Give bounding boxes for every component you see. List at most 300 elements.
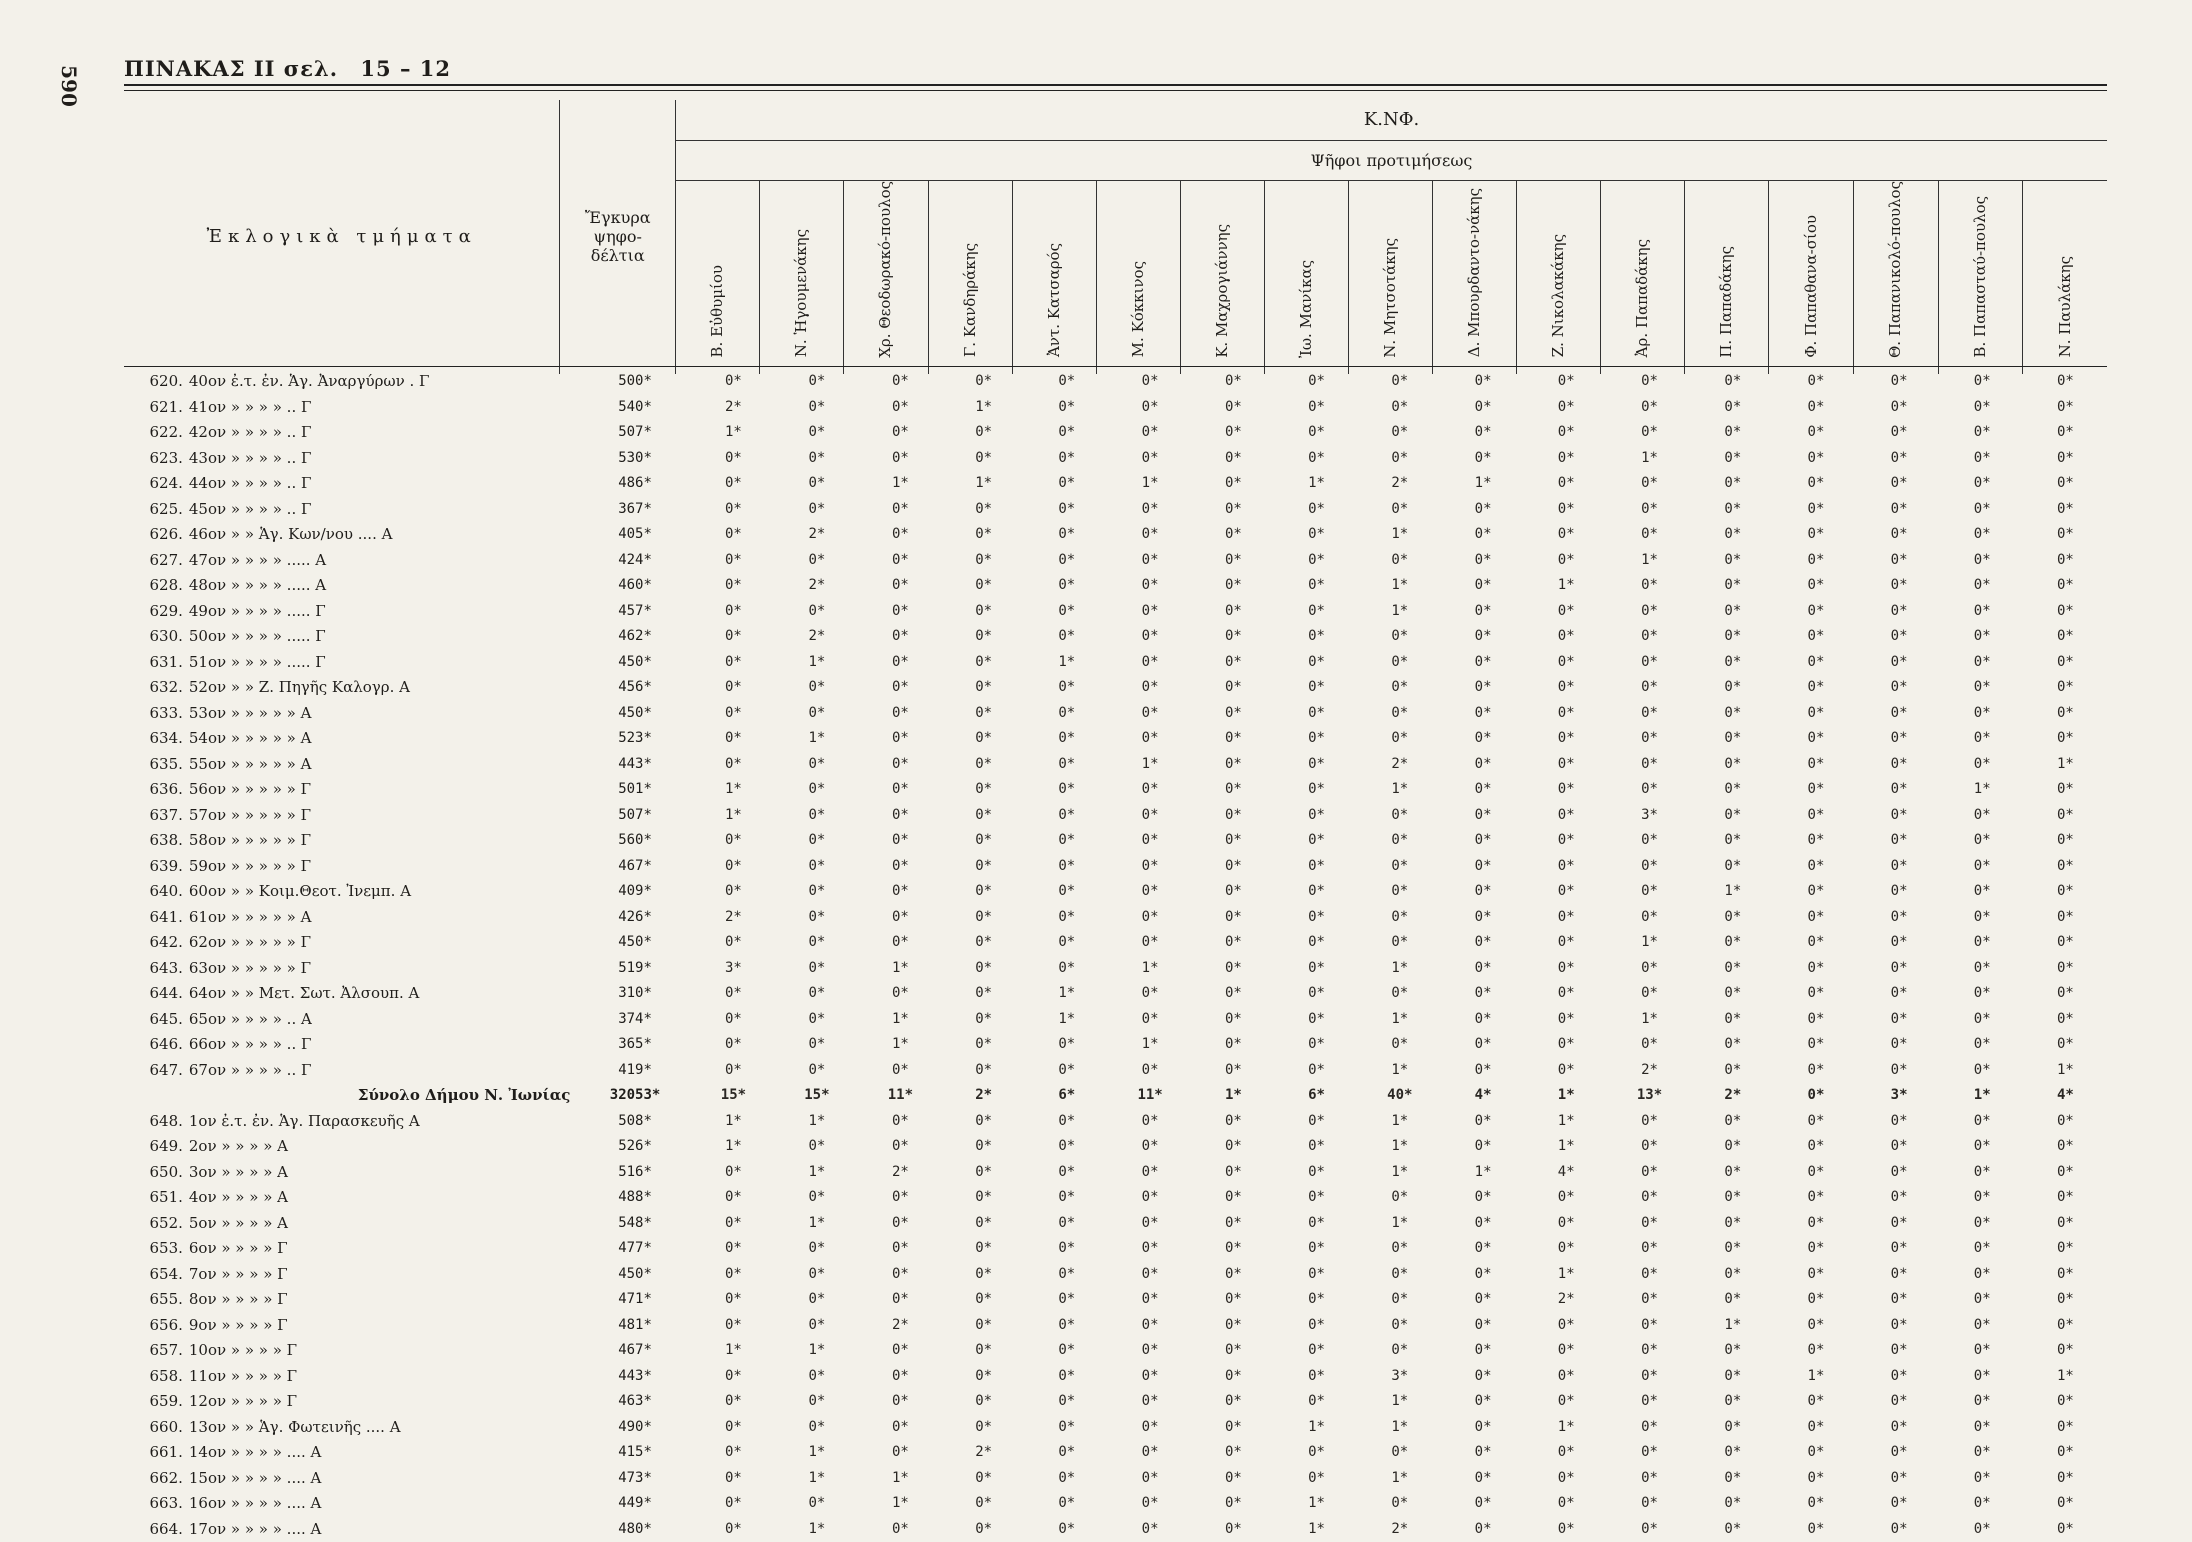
preference-vote-cell: 0* <box>1108 777 1191 803</box>
preference-vote-cell: 0* <box>1275 1058 1358 1084</box>
preference-vote-cell: 0* <box>1275 1236 1358 1262</box>
preference-vote-cell: 0* <box>1608 701 1691 727</box>
preference-vote-cell: 0* <box>1025 1287 1108 1313</box>
preference-vote-cell: 0* <box>1442 675 1525 701</box>
preference-vote-cell: 0* <box>1358 1032 1441 1058</box>
preference-vote-cell: 0* <box>1608 879 1691 905</box>
row-number: 644. <box>124 981 189 1007</box>
section-name: 57ον » » » » » Γ <box>189 803 579 829</box>
preference-vote-cell: 1* <box>775 1109 858 1135</box>
preference-vote-cell: 0* <box>1525 701 1608 727</box>
preference-vote-cell: 0* <box>859 752 942 778</box>
section-name: 44ον » » » » .. Γ <box>189 471 579 497</box>
preference-vote-cell: 0* <box>1858 879 1941 905</box>
preference-vote-cell: 0* <box>692 1364 775 1390</box>
preference-vote-cell: 0* <box>1525 752 1608 778</box>
preference-vote-cell: 0* <box>1608 522 1691 548</box>
preference-vote-cell: 0* <box>1525 1058 1608 1084</box>
preference-vote-cell: 0* <box>2024 701 2107 727</box>
candidate-name: Ζ. Νικολακάκης <box>1550 234 1567 357</box>
preference-vote-cell: 2* <box>942 1440 1025 1466</box>
preference-vote-cell: 0* <box>1192 369 1275 395</box>
row-number: 630. <box>124 624 189 650</box>
preference-vote-cell: 0* <box>1025 854 1108 880</box>
preference-vote-cell: 0* <box>1525 1313 1608 1339</box>
section-name: 56ον » » » » » Γ <box>189 777 579 803</box>
preference-vote-cell: 0* <box>859 1415 942 1441</box>
preference-vote-cell: 0* <box>1774 981 1857 1007</box>
preference-vote-cell: 0* <box>1275 675 1358 701</box>
preference-vote-cell: 0* <box>1774 1109 1857 1135</box>
preference-vote-cell: 0* <box>1442 650 1525 676</box>
preference-vote-cell: 0* <box>1525 854 1608 880</box>
preference-vote-cell: 1* <box>1358 1134 1441 1160</box>
row-number: 660. <box>124 1415 189 1441</box>
section-name: 54ον » » » » » Α <box>189 726 579 752</box>
row-number: 653. <box>124 1236 189 1262</box>
preference-vote-cell: 0* <box>1275 420 1358 446</box>
preference-vote-cell: 0* <box>1442 1134 1525 1160</box>
preference-vote-cell: 0* <box>692 1517 775 1542</box>
preference-vote-cell: 40* <box>1358 1083 1441 1109</box>
preference-vote-cell: 0* <box>1525 497 1608 523</box>
table-row <box>124 471 2107 497</box>
preference-vote-cell: 0* <box>859 675 942 701</box>
preference-vote-cell: 0* <box>1774 803 1857 829</box>
preference-vote-cell: 0* <box>692 1160 775 1186</box>
preference-vote-cell: 1* <box>1774 1364 1857 1390</box>
preference-vote-cell: 3* <box>1608 803 1691 829</box>
valid-ballots: 473* <box>578 1466 691 1492</box>
preference-vote-cell: 0* <box>692 1389 775 1415</box>
preference-vote-cell: 0* <box>1608 1313 1691 1339</box>
preference-vote-cell: 0* <box>859 701 942 727</box>
preference-vote-cell: 0* <box>1525 650 1608 676</box>
preference-vote-cell: 0* <box>775 1236 858 1262</box>
row-number: 631. <box>124 650 189 676</box>
table-row <box>124 930 2107 956</box>
preference-vote-cell: 0* <box>942 1415 1025 1441</box>
preference-vote-cell: 0* <box>1192 1109 1275 1135</box>
preference-vote-cell: 0* <box>942 1338 1025 1364</box>
preference-vote-cell: 0* <box>692 599 775 625</box>
preference-vote-cell: 0* <box>1774 828 1857 854</box>
preference-vote-cell: 3* <box>692 956 775 982</box>
party-label: Κ.ΝΦ. <box>1364 109 1419 130</box>
preference-vote-cell: 0* <box>1941 1389 2024 1415</box>
preference-vote-cell: 0* <box>942 1160 1025 1186</box>
preference-vote-cell: 0* <box>859 854 942 880</box>
preference-vote-cell: 0* <box>942 573 1025 599</box>
table-row <box>124 1032 2107 1058</box>
preference-vote-cell: 0* <box>1025 905 1108 931</box>
preference-vote-cell: 0* <box>1858 675 1941 701</box>
preference-vote-cell: 0* <box>1358 1440 1441 1466</box>
preference-vote-cell: 0* <box>1108 1185 1191 1211</box>
preference-vote-cell: 1* <box>1525 1415 1608 1441</box>
preference-vote-cell: 0* <box>1275 548 1358 574</box>
table-row <box>124 1517 2107 1542</box>
preference-vote-cell: 0* <box>1691 1007 1774 1033</box>
table-row <box>124 369 2107 395</box>
preference-vote-cell: 1* <box>1608 548 1691 574</box>
row-number: 663. <box>124 1491 189 1517</box>
preference-vote-cell: 0* <box>1442 1491 1525 1517</box>
page-number: 590 <box>57 65 81 107</box>
preference-vote-cell: 0* <box>1025 395 1108 421</box>
preference-vote-cell: 0* <box>1608 1160 1691 1186</box>
preference-vote-cell: 0* <box>2024 803 2107 829</box>
preference-vote-cell: 1* <box>692 420 775 446</box>
table-row <box>124 803 2107 829</box>
preference-vote-cell: 0* <box>1941 1517 2024 1542</box>
preference-vote-cell: 0* <box>1442 777 1525 803</box>
valid-ballots: 450* <box>578 930 691 956</box>
preference-vote-cell: 0* <box>1608 1185 1691 1211</box>
preference-vote-cell: 0* <box>2024 1236 2107 1262</box>
preference-vote-cell: 0* <box>1941 471 2024 497</box>
preference-vote-cell: 0* <box>1275 1160 1358 1186</box>
preference-vote-cell: 0* <box>1941 675 2024 701</box>
preference-vote-cell: 0* <box>1691 726 1774 752</box>
preference-vote-cell: 0* <box>1442 599 1525 625</box>
preference-vote-cell: 0* <box>942 1109 1025 1135</box>
preference-vote-cell: 0* <box>859 522 942 548</box>
row-number <box>124 1083 189 1109</box>
preference-vote-cell: 0* <box>2024 446 2107 472</box>
preference-vote-cell: 0* <box>942 701 1025 727</box>
preference-vote-cell: 0* <box>1774 905 1857 931</box>
page-range: 15 – 12 <box>360 56 451 81</box>
preference-vote-cell: 0* <box>859 777 942 803</box>
row-number: 621. <box>124 395 189 421</box>
preference-vote-cell: 1* <box>2024 752 2107 778</box>
preference-vote-cell: 0* <box>1941 1440 2024 1466</box>
preference-vote-cell: 0* <box>1275 854 1358 880</box>
preference-vote-cell: 0* <box>1941 1338 2024 1364</box>
section-col-header <box>124 100 560 374</box>
preference-vote-cell: 0* <box>1525 777 1608 803</box>
preference-vote-cell: 0* <box>1442 981 1525 1007</box>
preference-vote-cell: 0* <box>2024 1160 2107 1186</box>
table-row <box>124 497 2107 523</box>
valid-ballots: 471* <box>578 1287 691 1313</box>
preference-vote-cell: 0* <box>1108 1517 1191 1542</box>
preference-vote-cell: 0* <box>1941 930 2024 956</box>
candidate-col-header <box>1264 180 1348 374</box>
preference-vote-cell: 0* <box>1858 522 1941 548</box>
preference-vote-cell: 0* <box>942 803 1025 829</box>
preference-vote-cell: 0* <box>859 1109 942 1135</box>
valid-ballots: 507* <box>578 420 691 446</box>
preference-vote-cell: 0* <box>942 1058 1025 1084</box>
preference-vote-cell: 0* <box>692 854 775 880</box>
preference-vote-cell: 0* <box>1108 548 1191 574</box>
section-name: 67ον » » » » .. Γ <box>189 1058 579 1084</box>
preference-vote-cell: 0* <box>1192 1517 1275 1542</box>
preference-vote-cell: 0* <box>1192 624 1275 650</box>
section-name: Σύνολο Δήμου Ν. Ἰωνίας <box>189 1083 579 1109</box>
preference-vote-cell: 0* <box>1525 879 1608 905</box>
preference-vote-cell: 0* <box>942 777 1025 803</box>
table-row <box>124 701 2107 727</box>
section-name: 63ον » » » » » Γ <box>189 956 579 982</box>
preference-vote-cell: 0* <box>1774 1058 1857 1084</box>
preference-vote-cell: 0* <box>1525 956 1608 982</box>
preference-vote-cell: 0* <box>1858 1211 1941 1237</box>
preference-vote-cell: 0* <box>1941 1007 2024 1033</box>
preference-vote-cell: 0* <box>1442 1287 1525 1313</box>
section-name: 64ον » » Μετ. Σωτ. Ἀλσουπ. Α <box>189 981 579 1007</box>
preference-vote-cell: 0* <box>2024 395 2107 421</box>
preference-vote-cell: 0* <box>775 1415 858 1441</box>
preference-vote-cell: 0* <box>1858 701 1941 727</box>
preference-vote-cell: 0* <box>2024 497 2107 523</box>
candidate-col-header <box>1096 180 1180 374</box>
preference-vote-cell: 0* <box>1858 1338 1941 1364</box>
preference-vote-cell: 2* <box>692 395 775 421</box>
section-name: 55ον » » » » » Α <box>189 752 579 778</box>
preference-vote-cell: 0* <box>859 981 942 1007</box>
preference-vote-cell: 0* <box>1192 1440 1275 1466</box>
valid-ballots: 419* <box>578 1058 691 1084</box>
preference-vote-cell: 0* <box>1858 828 1941 854</box>
preference-vote-cell: 2* <box>1608 1058 1691 1084</box>
row-number: 646. <box>124 1032 189 1058</box>
preference-vote-cell: 0* <box>1691 1134 1774 1160</box>
section-name: 42ον » » » » .. Γ <box>189 420 579 446</box>
preference-vote-cell: 0* <box>1691 1415 1774 1441</box>
preference-vote-cell: 1* <box>1358 956 1441 982</box>
preference-vote-cell: 0* <box>1442 1338 1525 1364</box>
preference-vote-cell: 0* <box>1691 1236 1774 1262</box>
preference-vote-cell: 1* <box>1275 1517 1358 1542</box>
valid-ballots: 462* <box>578 624 691 650</box>
row-number: 639. <box>124 854 189 880</box>
row-number: 641. <box>124 905 189 931</box>
candidate-col-header <box>1769 180 1854 374</box>
preference-vote-cell: 0* <box>692 522 775 548</box>
candidate-col-header <box>1601 180 1685 374</box>
preference-vote-cell: 0* <box>1025 1415 1108 1441</box>
preference-vote-cell: 0* <box>2024 1491 2107 1517</box>
preference-vote-cell: 0* <box>692 752 775 778</box>
table-row <box>124 956 2107 982</box>
preference-vote-cell: 0* <box>1442 1109 1525 1135</box>
preference-vote-cell: 0* <box>1108 1160 1191 1186</box>
preference-vote-cell: 0* <box>1608 1415 1691 1441</box>
valid-ballots: 508* <box>578 1109 691 1135</box>
section-name: 48ον » » » » ..... Α <box>189 573 579 599</box>
preference-vote-cell: 4* <box>2024 1083 2107 1109</box>
preference-vote-cell: 0* <box>775 1185 858 1211</box>
preference-vote-cell: 0* <box>2024 369 2107 395</box>
preference-vote-cell: 0* <box>1358 420 1441 446</box>
candidate-name: Ἀρ. Παπαδάκης <box>1634 239 1651 357</box>
preference-vote-cell: 0* <box>1442 1440 1525 1466</box>
preference-vote-cell: 0* <box>2024 1338 2107 1364</box>
preference-vote-cell: 0* <box>1525 828 1608 854</box>
preference-vote-cell: 0* <box>2024 675 2107 701</box>
preference-vote-cell: 0* <box>775 1287 858 1313</box>
preference-vote-cell: 0* <box>1608 777 1691 803</box>
row-number: 664. <box>124 1517 189 1542</box>
section-name: 40ον ἐ.τ. ἐν. Ἁγ. Ἀναργύρων . Γ <box>189 369 579 395</box>
preference-vote-cell: 0* <box>1858 752 1941 778</box>
section-name: 59ον » » » » » Γ <box>189 854 579 880</box>
section-name: 45ον » » » » .. Γ <box>189 497 579 523</box>
preference-vote-cell: 0* <box>942 1185 1025 1211</box>
valid-ballots: 500* <box>578 369 691 395</box>
preference-vote-cell: 1* <box>1608 930 1691 956</box>
valid-col-header <box>560 100 676 374</box>
preference-vote-cell: 0* <box>1442 879 1525 905</box>
preference-vote-cell: 0* <box>942 1517 1025 1542</box>
valid-ballots: 477* <box>578 1236 691 1262</box>
preference-vote-cell: 0* <box>2024 726 2107 752</box>
section-name: 17ον » » » » .... Α <box>189 1517 579 1542</box>
preference-vote-cell: 0* <box>1525 726 1608 752</box>
candidate-col-header <box>1012 180 1096 374</box>
preference-vote-cell: 0* <box>1275 395 1358 421</box>
preference-vote-cell: 1* <box>859 1491 942 1517</box>
preference-vote-cell: 0* <box>1275 1466 1358 1492</box>
preference-vote-cell: 0* <box>1108 905 1191 931</box>
valid-ballots: 365* <box>578 1032 691 1058</box>
preference-vote-cell: 0* <box>859 548 942 574</box>
preference-vote-cell: 0* <box>1691 369 1774 395</box>
table-row <box>124 1211 2107 1237</box>
preference-vote-cell: 0* <box>1358 369 1441 395</box>
valid-ballots: 456* <box>578 675 691 701</box>
table-row <box>124 981 2107 1007</box>
preference-vote-cell: 0* <box>1691 930 1774 956</box>
preference-vote-cell: 0* <box>1858 956 1941 982</box>
preference-vote-cell: 0* <box>692 446 775 472</box>
preference-vote-cell: 0* <box>692 573 775 599</box>
preference-vote-cell: 0* <box>1442 828 1525 854</box>
preference-vote-cell: 0* <box>1192 650 1275 676</box>
preference-vote-cell: 0* <box>859 497 942 523</box>
preference-vote-cell: 0* <box>1108 1466 1191 1492</box>
preference-vote-cell: 0* <box>1608 1517 1691 1542</box>
preference-vote-cell: 0* <box>1525 1007 1608 1033</box>
candidate-name: Θ. Παπανικολό-πουλος <box>1887 181 1904 358</box>
preference-vote-cell: 0* <box>1525 1211 1608 1237</box>
preference-vote-cell: 0* <box>1691 548 1774 574</box>
preference-vote-cell: 0* <box>1691 1517 1774 1542</box>
table-row <box>124 1491 2107 1517</box>
preference-vote-cell: 0* <box>942 905 1025 931</box>
table-header <box>124 100 2107 374</box>
valid-ballots: 32053* <box>578 1083 691 1109</box>
preference-vote-cell: 0* <box>1774 1389 1857 1415</box>
preference-vote-cell: 0* <box>1941 1491 2024 1517</box>
row-number: 650. <box>124 1160 189 1186</box>
preference-vote-cell: 0* <box>1108 1287 1191 1313</box>
preference-vote-cell: 0* <box>1358 1491 1441 1517</box>
preference-vote-cell: 0* <box>2024 1389 2107 1415</box>
preference-vote-cell: 0* <box>1691 752 1774 778</box>
row-number: 625. <box>124 497 189 523</box>
preference-vote-cell: 0* <box>692 828 775 854</box>
preference-vote-cell: 0* <box>1025 879 1108 905</box>
candidate-col-header <box>1348 180 1432 374</box>
preference-header <box>676 140 2107 180</box>
preference-vote-cell: 0* <box>1192 1007 1275 1033</box>
preference-vote-cell: 0* <box>775 1491 858 1517</box>
preference-vote-cell: 1* <box>1358 1109 1441 1135</box>
preference-vote-cell: 0* <box>1108 1415 1191 1441</box>
preference-vote-cell: 0* <box>942 981 1025 1007</box>
preference-vote-cell: 0* <box>1608 369 1691 395</box>
preference-vote-cell: 0* <box>1941 726 2024 752</box>
valid-ballots: 548* <box>578 1211 691 1237</box>
preference-vote-cell: 0* <box>2024 1032 2107 1058</box>
preference-vote-cell: 0* <box>1858 981 1941 1007</box>
preference-vote-cell: 0* <box>775 1364 858 1390</box>
preference-vote-cell: 0* <box>942 726 1025 752</box>
preference-vote-cell: 0* <box>1525 675 1608 701</box>
preference-vote-cell: 0* <box>1025 420 1108 446</box>
preference-vote-cell: 0* <box>942 1389 1025 1415</box>
preference-vote-cell: 0* <box>2024 879 2107 905</box>
preference-vote-cell: 0* <box>1275 879 1358 905</box>
preference-vote-cell: 0* <box>1275 624 1358 650</box>
preference-vote-cell: 0* <box>1858 599 1941 625</box>
preference-vote-cell: 0* <box>1858 930 1941 956</box>
preference-vote-cell: 0* <box>1025 1517 1108 1542</box>
preference-vote-cell: 0* <box>1941 1313 2024 1339</box>
preference-vote-cell: 0* <box>942 446 1025 472</box>
preference-label: Ψῆφοι προτιμήσεως <box>1311 151 1473 170</box>
preference-vote-cell: 4* <box>1442 1083 1525 1109</box>
preference-vote-cell: 0* <box>1858 803 1941 829</box>
preference-vote-cell: 0* <box>1858 1058 1941 1084</box>
preference-vote-cell: 0* <box>1108 573 1191 599</box>
preference-vote-cell: 0* <box>1108 1364 1191 1390</box>
preference-vote-cell: 0* <box>1774 624 1857 650</box>
row-number: 636. <box>124 777 189 803</box>
preference-vote-cell: 0* <box>2024 1440 2107 1466</box>
preference-vote-cell: 0* <box>1442 803 1525 829</box>
preference-vote-cell: 0* <box>1275 1109 1358 1135</box>
section-name: 51ον » » » » ..... Γ <box>189 650 579 676</box>
preference-vote-cell: 1* <box>1275 1415 1358 1441</box>
row-number: 645. <box>124 1007 189 1033</box>
preference-vote-cell: 1* <box>1358 1211 1441 1237</box>
preference-vote-cell: 0* <box>775 497 858 523</box>
preference-vote-cell: 0* <box>1025 675 1108 701</box>
preference-vote-cell: 0* <box>775 1262 858 1288</box>
preference-vote-cell: 0* <box>1774 1313 1857 1339</box>
preference-vote-cell: 0* <box>1108 879 1191 905</box>
preference-vote-cell: 1* <box>1608 446 1691 472</box>
row-number: 652. <box>124 1211 189 1237</box>
preference-vote-cell: 0* <box>1025 1440 1108 1466</box>
preference-vote-cell: 0* <box>859 1185 942 1211</box>
preference-vote-cell: 0* <box>1275 701 1358 727</box>
section-name: 6ον » » » » Γ <box>189 1236 579 1262</box>
preference-vote-cell: 0* <box>1108 1236 1191 1262</box>
table-row <box>124 1389 2107 1415</box>
preference-vote-cell: 0* <box>1691 1262 1774 1288</box>
preference-vote-cell: 0* <box>1275 1287 1358 1313</box>
preference-vote-cell: 0* <box>775 701 858 727</box>
preference-vote-cell: 0* <box>1275 1262 1358 1288</box>
preference-vote-cell: 0* <box>1275 777 1358 803</box>
preference-vote-cell: 0* <box>1275 803 1358 829</box>
